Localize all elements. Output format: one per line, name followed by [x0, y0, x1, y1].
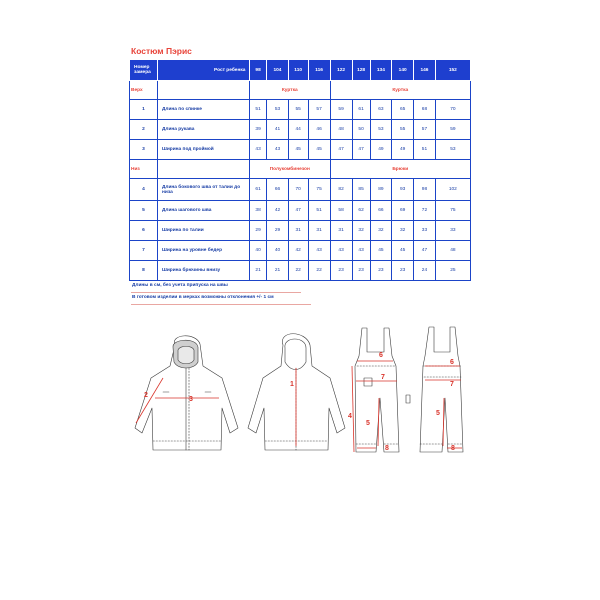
cell: 93: [392, 179, 414, 201]
cell: 45: [370, 241, 392, 261]
row-name: Длина по спинке: [158, 100, 250, 120]
size-header: 116: [308, 60, 330, 81]
cell: 25: [435, 261, 470, 281]
cell: 21: [250, 261, 267, 281]
cell: 43: [330, 241, 352, 261]
label-5: 5: [436, 410, 440, 417]
cell: 75: [308, 179, 330, 201]
cell: 32: [392, 221, 414, 241]
cell: 55: [288, 100, 308, 120]
jacket-front-drawing: [135, 336, 238, 450]
jacket-back-drawing: [248, 334, 345, 450]
cell: 32: [352, 221, 370, 241]
cell: 66: [267, 179, 289, 201]
cell: 70: [288, 179, 308, 201]
page-title: Костюм Пэрис: [131, 46, 192, 56]
cell: 32: [370, 221, 392, 241]
cell: 22: [308, 261, 330, 281]
size-header: 110: [288, 60, 308, 81]
overalls-drawing: [355, 328, 410, 452]
label-5: 5: [366, 420, 370, 427]
size-header: 146: [414, 60, 436, 81]
cell: 29: [267, 221, 289, 241]
cell: 61: [352, 100, 370, 120]
cell: 75: [435, 201, 470, 221]
row-name: Ширина брючины внизу: [158, 261, 250, 281]
row-name: Ширина под проймой: [158, 140, 250, 160]
group-label: Куртка: [330, 81, 470, 100]
cell: 42: [267, 201, 289, 221]
height-header: Рост ребенка: [158, 60, 250, 81]
cell: 51: [414, 140, 436, 160]
cell: 51: [308, 201, 330, 221]
group-label: Полукомбинезон: [250, 160, 331, 179]
cell: 61: [250, 179, 267, 201]
cell: 43: [352, 241, 370, 261]
size-header: 152: [435, 60, 470, 81]
cell: 63: [370, 100, 392, 120]
cell: 43: [308, 241, 330, 261]
row-number: 8: [130, 261, 158, 281]
group-label: Куртка: [250, 81, 331, 100]
cell: 23: [352, 261, 370, 281]
cell: 66: [370, 201, 392, 221]
cell: 21: [267, 261, 289, 281]
cell: 89: [370, 179, 392, 201]
cell: 48: [435, 241, 470, 261]
label-8: 8: [385, 445, 389, 452]
row-number: 1: [130, 100, 158, 120]
cell: 45: [308, 140, 330, 160]
cell: 59: [330, 100, 352, 120]
label-4: 4: [348, 413, 352, 420]
cell: 44: [288, 120, 308, 140]
cell: 49: [370, 140, 392, 160]
section-label: Низ: [130, 160, 158, 179]
cell: 43: [267, 140, 289, 160]
cell: 58: [330, 201, 352, 221]
size-header: 98: [250, 60, 267, 81]
cell: 45: [392, 241, 414, 261]
cell: 68: [414, 100, 436, 120]
row-number: 3: [130, 140, 158, 160]
cell: 40: [267, 241, 289, 261]
label-7: 7: [450, 381, 454, 388]
cell: 33: [435, 221, 470, 241]
cell: 39: [250, 120, 267, 140]
row-number: 4: [130, 179, 158, 201]
cell: 57: [414, 120, 436, 140]
cell: 70: [435, 100, 470, 120]
cell: 102: [435, 179, 470, 201]
size-header: 134: [370, 60, 392, 81]
cell: 50: [352, 120, 370, 140]
cell: 69: [392, 201, 414, 221]
cell: 65: [392, 100, 414, 120]
label-7: 7: [381, 374, 385, 381]
section-label: Верх: [130, 81, 158, 100]
row-name: Длина шагового шва: [158, 201, 250, 221]
label-6: 6: [379, 352, 383, 359]
size-header: 122: [330, 60, 352, 81]
cell: 24: [414, 261, 436, 281]
cell: 33: [414, 221, 436, 241]
cell: 47: [288, 201, 308, 221]
label-8: 8: [451, 445, 455, 452]
number-header: Номер замера: [130, 60, 158, 81]
note-tolerance: В готовом изделии в мерках возможны отклонения +/- 1 см: [132, 295, 274, 300]
size-header: 140: [392, 60, 414, 81]
cell: 53: [267, 100, 289, 120]
row-number: 7: [130, 241, 158, 261]
row-name: Длина рукава: [158, 120, 250, 140]
cell: 38: [250, 201, 267, 221]
size-header: 128: [352, 60, 370, 81]
cell: 47: [352, 140, 370, 160]
cell: 49: [392, 140, 414, 160]
cell: 51: [250, 100, 267, 120]
cell: 57: [308, 100, 330, 120]
cell: 22: [288, 261, 308, 281]
label-6: 6: [450, 359, 454, 366]
cell: 59: [435, 120, 470, 140]
cell: 31: [308, 221, 330, 241]
cell: 48: [330, 120, 352, 140]
cell: 85: [352, 179, 370, 201]
row-number: 5: [130, 201, 158, 221]
label-2: 2: [144, 392, 148, 399]
cell: 55: [392, 120, 414, 140]
cell: 23: [392, 261, 414, 281]
cell: 31: [288, 221, 308, 241]
cell: 82: [330, 179, 352, 201]
cell: 45: [288, 140, 308, 160]
row-number: 6: [130, 221, 158, 241]
row-name: Длина бокового шва от талии до низа: [158, 179, 250, 201]
pants-drawing: [420, 327, 463, 452]
cell: 42: [288, 241, 308, 261]
cell: 31: [330, 221, 352, 241]
cell: 47: [414, 241, 436, 261]
cell: 43: [250, 140, 267, 160]
cell: 29: [250, 221, 267, 241]
cell: 72: [414, 201, 436, 221]
cell: 98: [414, 179, 436, 201]
label-3: 3: [189, 396, 193, 403]
cell: 41: [267, 120, 289, 140]
cell: 40: [250, 241, 267, 261]
cell: 53: [435, 140, 470, 160]
row-name: Ширина по талии: [158, 221, 250, 241]
cell: 23: [330, 261, 352, 281]
group-label: Брюки: [330, 160, 470, 179]
cell: 62: [352, 201, 370, 221]
row-name: Ширина на уровне бедер: [158, 241, 250, 261]
measure-side-seam-line-overalls: [352, 366, 354, 452]
cell: 47: [330, 140, 352, 160]
cell: 23: [370, 261, 392, 281]
cell: 46: [308, 120, 330, 140]
cell: 53: [370, 120, 392, 140]
row-number: 2: [130, 120, 158, 140]
label-1: 1: [290, 381, 294, 388]
note-units: Длины в см, без учета припуска на швы: [132, 283, 228, 288]
size-header: 104: [267, 60, 289, 81]
